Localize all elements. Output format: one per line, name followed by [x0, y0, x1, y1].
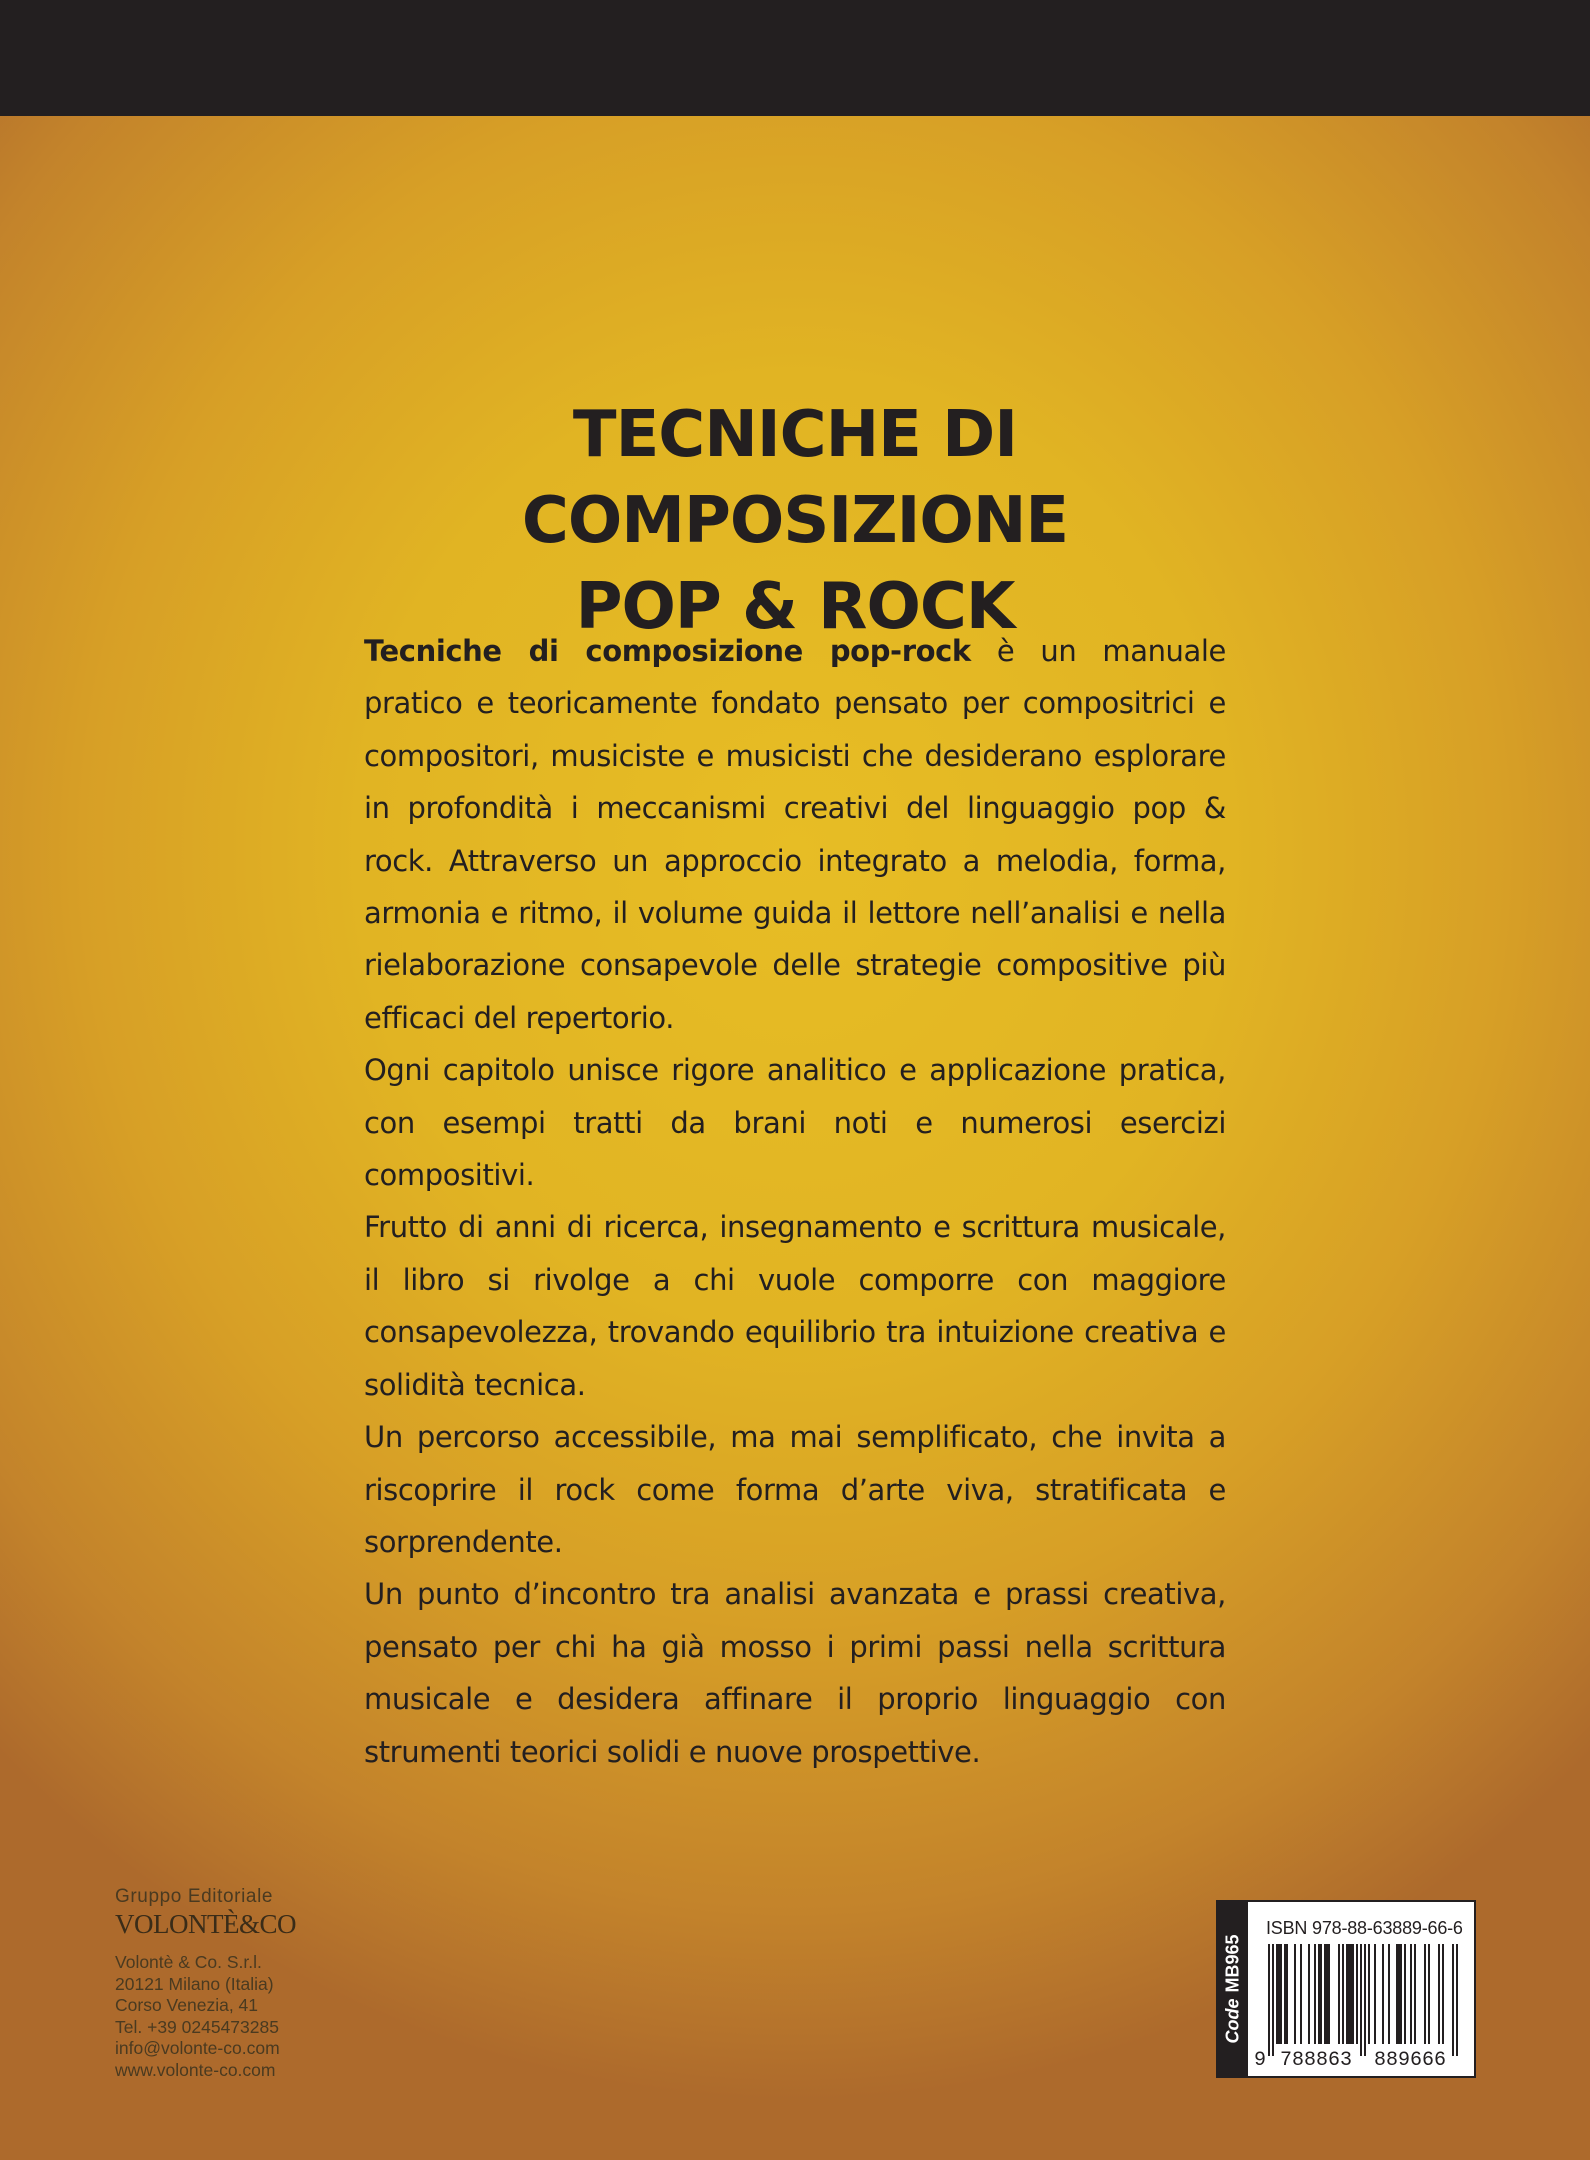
barcode-bar: [1348, 1944, 1350, 2044]
barcode-bar: [1356, 1944, 1358, 2044]
publisher-email[interactable]: info@volonte-co.com: [115, 2038, 280, 2058]
product-code: [1223, 1934, 1244, 2043]
barcode-bar: [1442, 1944, 1444, 2044]
barcode-bar: [1278, 1944, 1280, 2044]
publisher-logo: VOLONTÈ&CO: [115, 1909, 296, 1939]
barcode-bar: [1320, 1944, 1322, 2044]
barcode-bar: [1314, 1944, 1316, 2044]
barcode-bar: [1374, 1944, 1376, 2044]
blurb: [364, 625, 1226, 1778]
barcode-bar: [1350, 1944, 1352, 2044]
barcode-bar: [1424, 1944, 1426, 2044]
publisher-city: 20121 Milano (Italia): [115, 1973, 274, 1994]
barcode-bar: [1276, 1944, 1278, 2044]
blurb-lead: Tecniche di composizione pop-rock: [364, 634, 971, 668]
barcode-bar: [1300, 1944, 1302, 2044]
barcode-bar: [1286, 1944, 1288, 2044]
barcode-icon: [1254, 1944, 1472, 2072]
barcode-bar: [1456, 1944, 1458, 2056]
barcode-bar: [1410, 1944, 1412, 2044]
blurb-paragraph-1: [364, 625, 1226, 1044]
barcode-bar: [1268, 1944, 1270, 2056]
barcode-bar: [1452, 1944, 1454, 2056]
top-bar: [0, 0, 1590, 116]
publisher-website[interactable]: www.volonte-co.com: [115, 2059, 276, 2080]
publisher-company: Volontè & Co. S.r.l.: [115, 1952, 262, 1972]
barcode-bar: [1382, 1944, 1384, 2044]
barcode-bar: [1280, 1944, 1282, 2044]
product-code-value: MB965: [1222, 1934, 1243, 1993]
isbn-label: ISBN 978-88-63889-66-6: [1266, 1918, 1463, 1938]
book-title: [364, 392, 1226, 650]
barcode-bar: [1308, 1944, 1310, 2044]
publisher-phone: Tel. +39 0245473285: [115, 2016, 279, 2037]
barcode-bar: [1272, 1944, 1274, 2056]
barcode-box: [1216, 1900, 1476, 2078]
barcode-bar: [1388, 1944, 1390, 2044]
barcode-bar: [1328, 1944, 1330, 2044]
barcode-bar: [1396, 1944, 1398, 2044]
publisher-group: Gruppo Editoriale: [115, 1886, 274, 1907]
barcode-bar: [1352, 1944, 1354, 2044]
product-code-strip: [1218, 1902, 1248, 2076]
barcode-bar: [1414, 1944, 1416, 2044]
barcode-bar: [1368, 1944, 1370, 2044]
blurb-paragraph-5: Un punto d’incontro tra analisi avanzata e prassi creativa, pensato per chi ha già mosso i primi passi nella scrittura musicale e desidera affinare il proprio linguaggio con strumenti teorici solidi e nuove prospettive.: [364, 1577, 1226, 1769]
publisher-street: Corso Venezia, 41: [115, 1995, 259, 2015]
barcode-bar: [1438, 1944, 1440, 2044]
product-code-label: Code: [1222, 1998, 1243, 2044]
barcode-bar: [1338, 1944, 1340, 2044]
barcode-bar: [1400, 1944, 1402, 2044]
barcode-bar: [1318, 1944, 1320, 2044]
title-line-1: TECNICHE DI COMPOSIZIONE: [521, 398, 1069, 558]
blurb-paragraph-4: Un percorso accessibile, ma mai semplificato, che invita a riscoprire il rock come forma d’arte viva, stratificata e sorprendente.: [364, 1420, 1226, 1559]
barcode-digits-left: 788863: [1279, 2049, 1353, 2072]
title-line-2: POP & ROCK: [575, 570, 1015, 644]
barcode-bar: [1360, 1944, 1362, 2056]
blurb-paragraph-2: Ogni capitolo unisce rigore analitico e applicazione pratica, con esempi tratti da brani noti e numerosi esercizi compositivi.: [364, 1053, 1226, 1193]
barcode-bar: [1346, 1944, 1348, 2044]
blurb-paragraph-3: Frutto di anni di ricerca, insegnamento e scrittura musicale, il libro si rivolge a chi vuole comporre con maggiore consapevolezza, trovando equilibrio tra intuizione creativa e solidità tecnica.: [364, 1210, 1226, 1402]
barcode-bar: [1398, 1944, 1400, 2044]
blurb-paragraph-1-text: è un manuale pratico e teoricamente fondato pensato per compositrici e compositori, musiciste e musicisti che desiderano esplorare in profondità i meccanismi creativi del linguaggio pop & rock. Attraverso un approccio integrato a melodia, forma, armonia e ritmo, il volume guida il lettore nell’analisi e nella rielaborazione consapevole delle strategie compositive più efficaci del repertorio.: [364, 634, 1226, 1035]
barcode-digit-first: 9: [1254, 2049, 1267, 2072]
barcode-bar: [1404, 1944, 1406, 2044]
barcode-bar: [1284, 1944, 1286, 2044]
barcode-digits-right: 889666: [1373, 2049, 1447, 2072]
barcode-bar: [1294, 1944, 1296, 2044]
barcode-bar: [1326, 1944, 1328, 2044]
barcode-bar: [1324, 1944, 1326, 2044]
barcode-bar: [1364, 1944, 1366, 2056]
publisher-info: [115, 1886, 296, 2081]
barcode-bar: [1428, 1944, 1430, 2044]
barcode-bar: [1342, 1944, 1344, 2044]
